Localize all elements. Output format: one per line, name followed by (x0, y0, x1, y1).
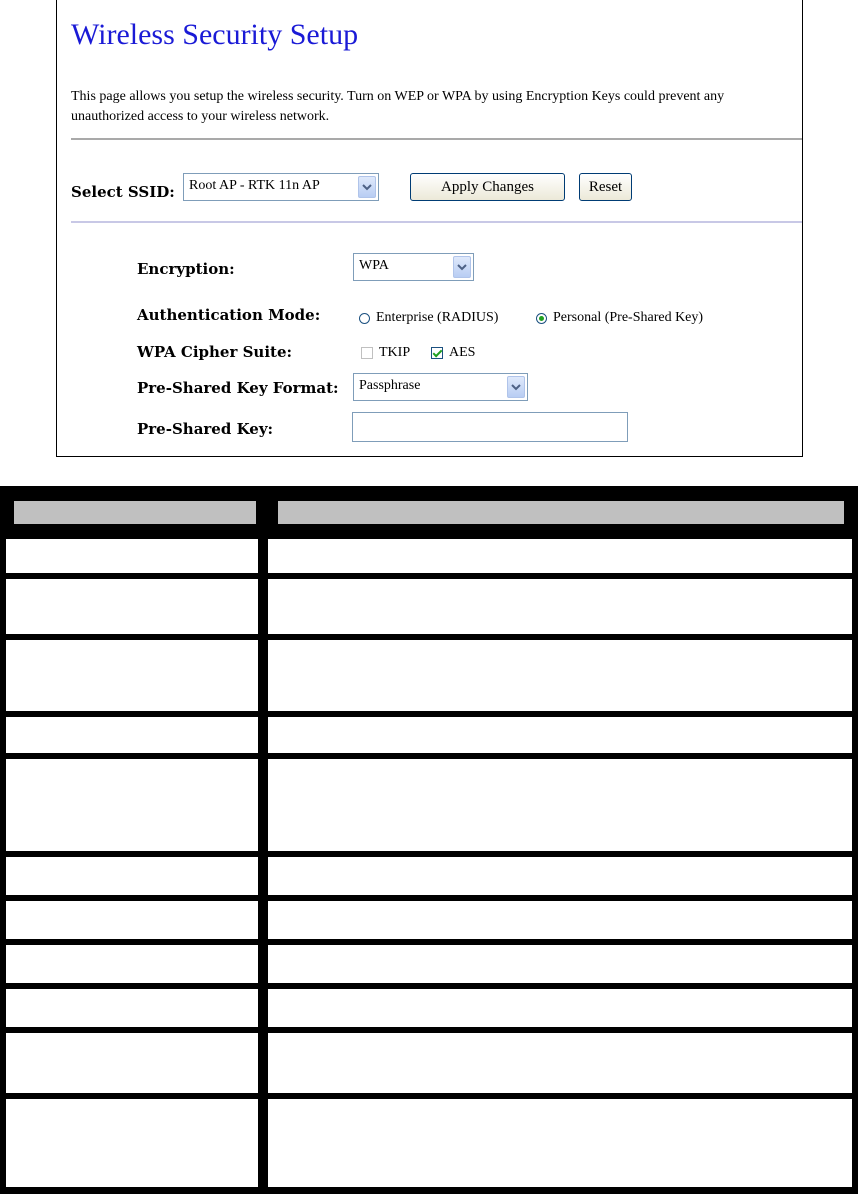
table-cell (6, 1099, 258, 1187)
select-ssid-label: Select SSID: (71, 183, 175, 201)
tkip-option[interactable] (361, 345, 410, 361)
tkip-label: TKIP (379, 345, 411, 360)
table-header-cell (14, 501, 256, 524)
psk-input[interactable] (352, 412, 628, 442)
encryption-select-value: WPA (359, 258, 389, 273)
chevron-down-icon[interactable] (453, 256, 471, 278)
page-title: Wireless Security Setup (71, 18, 359, 51)
page-description: This page allows you setup the wireless security. Turn on WEP or WPA by using Encryption Keys could prevent any unauthorized access to your wireless network. (71, 89, 725, 124)
table-cell (6, 901, 258, 939)
table-cell (6, 717, 258, 753)
enterprise-radio[interactable] (359, 313, 370, 324)
psk-format-label: Pre-Shared Key Format: (137, 379, 339, 397)
chevron-down-icon[interactable] (358, 176, 376, 198)
ssid-select[interactable] (183, 173, 379, 201)
description-table (0, 486, 858, 1194)
reset-button[interactable]: Reset (579, 173, 632, 201)
ssid-select-value: Root AP - RTK 11n AP (189, 178, 320, 193)
apply-changes-button[interactable]: Apply Changes (410, 173, 565, 201)
psk-label: Pre-Shared Key: (137, 420, 274, 438)
chevron-down-icon[interactable] (507, 376, 525, 398)
table-cell (268, 1099, 852, 1187)
table-cell (6, 945, 258, 983)
personal-radio[interactable] (536, 313, 547, 324)
table-cell (268, 539, 852, 573)
tkip-checkbox[interactable] (361, 347, 373, 359)
table-cell (268, 717, 852, 753)
table-cell (268, 901, 852, 939)
table-cell (6, 579, 258, 634)
table-cell (6, 640, 258, 711)
auth-mode-label: Authentication Mode: (137, 306, 321, 324)
personal-radio-label: Personal (Pre-Shared Key) (553, 310, 704, 325)
auth-enterprise-option[interactable] (359, 310, 498, 326)
cipher-suite-label: WPA Cipher Suite: (137, 343, 293, 361)
aes-option[interactable] (431, 345, 475, 361)
table-cell (268, 1033, 852, 1093)
table-cell (6, 857, 258, 895)
auth-personal-option[interactable] (536, 310, 703, 326)
wireless-security-panel (56, 0, 803, 457)
divider (71, 138, 802, 140)
table-cell (6, 1033, 258, 1093)
encryption-label: Encryption: (137, 260, 235, 278)
table-cell (6, 759, 258, 851)
table-cell (268, 640, 852, 711)
table-cell (268, 579, 852, 634)
enterprise-radio-label: Enterprise (RADIUS) (376, 310, 499, 325)
aes-checkbox[interactable] (431, 347, 443, 359)
psk-format-select[interactable] (353, 373, 528, 401)
table-header-cell (278, 501, 844, 524)
psk-format-select-value: Passphrase (359, 378, 421, 393)
table-cell (268, 857, 852, 895)
divider (71, 221, 802, 223)
table-cell (6, 989, 258, 1027)
table-cell (268, 945, 852, 983)
aes-label: AES (449, 345, 476, 360)
encryption-select[interactable] (353, 253, 474, 281)
table-cell (268, 759, 852, 851)
table-cell (268, 989, 852, 1027)
table-cell (6, 539, 258, 573)
